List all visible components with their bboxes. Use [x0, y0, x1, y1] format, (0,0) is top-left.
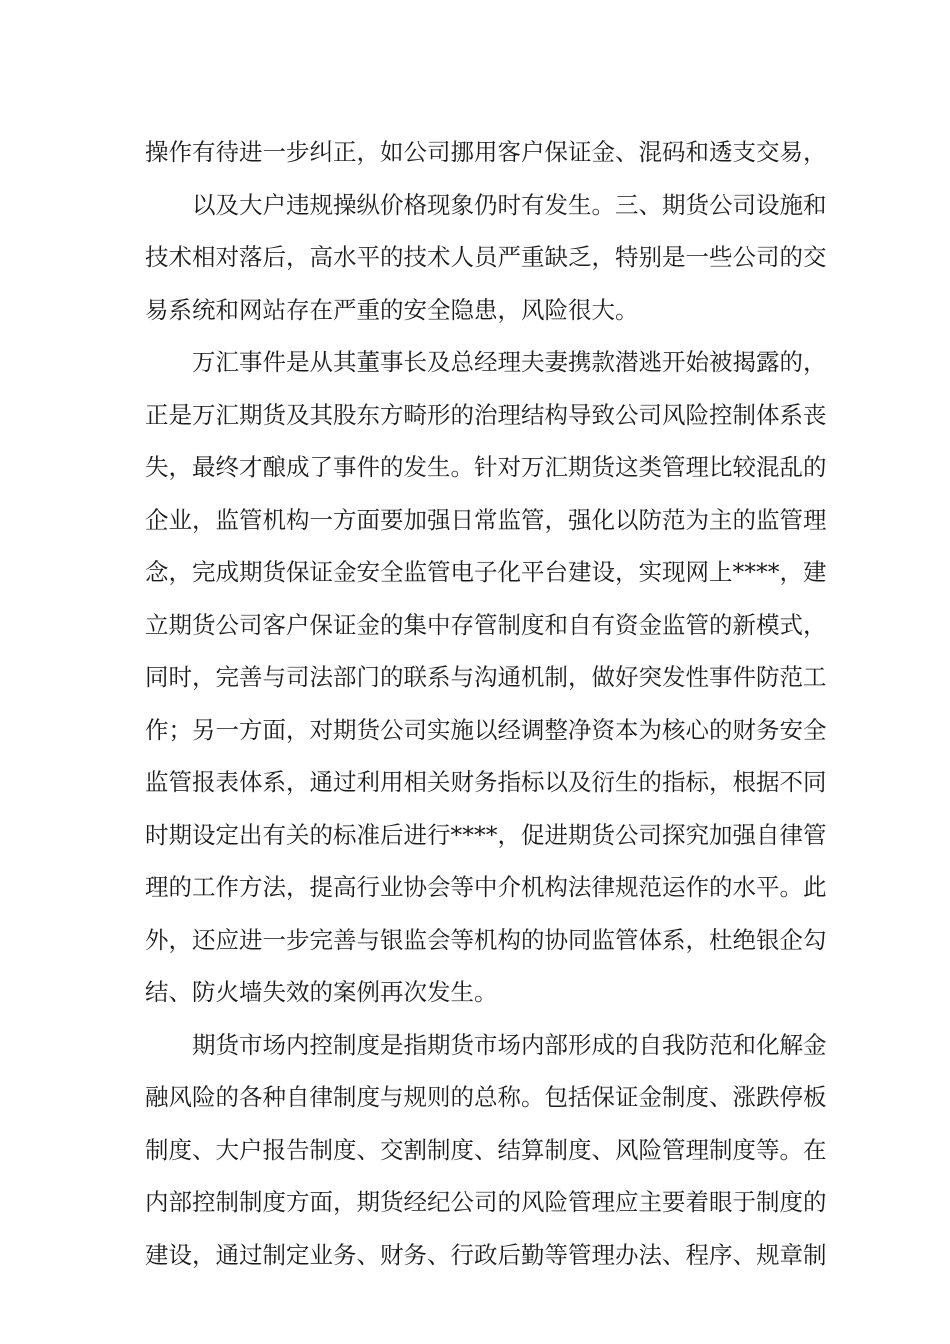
text-line: 失，最终才酿成了事件的发生。针对万汇期货这类管理比较混乱的	[145, 453, 827, 481]
text-line: 同时，完善与司法部门的联系与沟通机制，做好突发性事件防范工	[145, 663, 827, 691]
text-line: 立期货公司客户保证金的集中存管制度和自有资金监管的新模式，	[145, 610, 827, 639]
text-line: 时期设定出有关的标准后进行****，促进期货公司探究加强自律管	[145, 820, 827, 849]
text-line: 企业，监管机构一方面要加强日常监管，强化以防范为主的监管理	[145, 505, 827, 534]
text-line: 理的工作方法，提高行业协会等中介机构法律规范运作的水平。此	[145, 873, 827, 901]
text-line: 万汇事件是从其董事长及总经理夫妻携款潜逃开始被揭露的，	[192, 348, 827, 376]
text-line: 念，完成期货保证金安全监管电子化平台建设，实现网上****，建	[145, 558, 827, 586]
text-line: 作；另一方面，对期货公司实施以经调整净资本为核心的财务安全	[145, 715, 827, 744]
text-line: 操作有待进一步纠正，如公司挪用客户保证金、混码和透支交易，	[145, 138, 827, 166]
text-line: 制度、大户报告制度、交割制度、结算制度、风险管理制度等。在	[145, 1135, 827, 1164]
body-text	[145, 126, 827, 1281]
text-line: 技术相对落后，高水平的技术人员严重缺乏，特别是一些公司的交	[145, 243, 827, 271]
text-line: 外，还应进一步完善与银监会等机构的协同监管体系，杜绝银企勾	[145, 925, 827, 954]
text-line: 监管报表体系，通过利用相关财务指标以及衍生的指标，根据不同	[145, 768, 827, 796]
text-line: 融风险的各种自律制度与规则的总称。包括保证金制度、涨跌停板	[145, 1083, 827, 1111]
text-line: 正是万汇期货及其股东方畸形的治理结构导致公司风险控制体系丧	[145, 400, 827, 429]
text-line: 建设，通过制定业务、财务、行政后勤等管理办法、程序、规章制	[145, 1240, 827, 1269]
text-line: 内部控制制度方面，期货经纪公司的风险管理应主要着眼于制度的	[145, 1188, 827, 1216]
text-line: 以及大户违规操纵价格现象仍时有发生。三、期货公司设施和	[192, 190, 827, 219]
text-line: 结、防火墙失效的案例再次发生。	[145, 978, 498, 1006]
text-line: 期货市场内控制度是指期货市场内部形成的自我防范和化解金	[192, 1030, 827, 1059]
text-line: 易系统和网站存在严重的安全隐患，风险很大。	[145, 295, 639, 324]
